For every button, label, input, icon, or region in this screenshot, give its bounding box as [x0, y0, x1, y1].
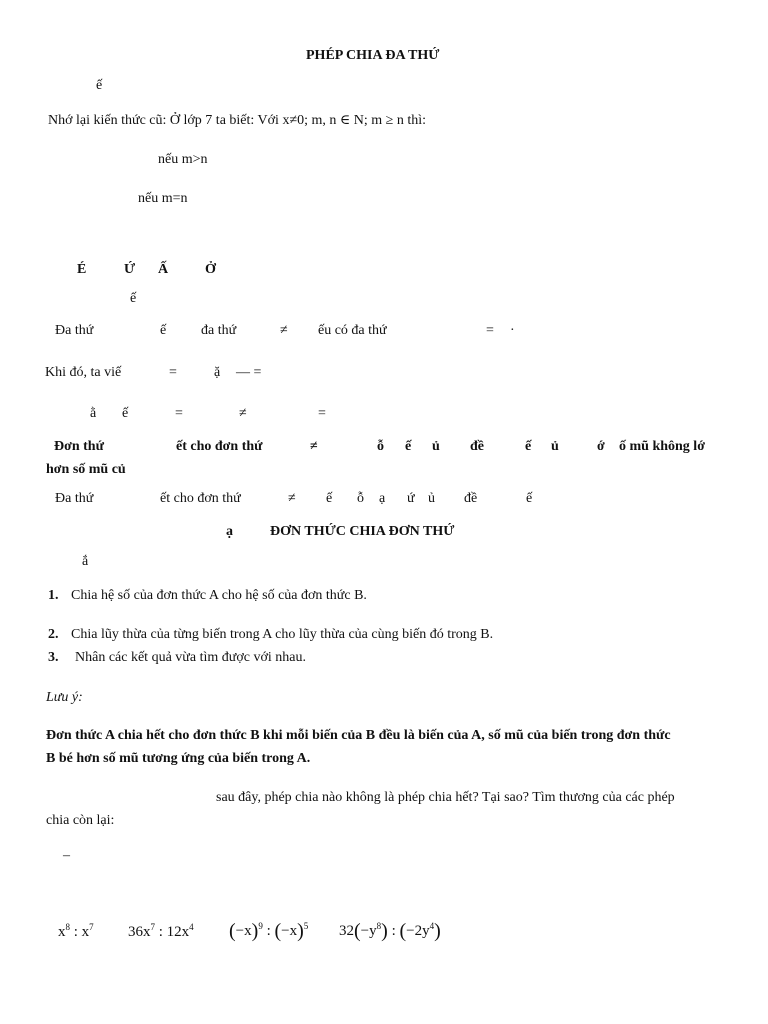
line-fragment: ố mũ không lớ [619, 439, 705, 454]
page-title: PHÉP CHIA ĐA THỨ [306, 48, 440, 63]
expr-term: x [58, 924, 66, 940]
expr-operator: : [262, 923, 275, 939]
expr-exponent: 7 [89, 922, 94, 932]
line-fragment: ớ [597, 439, 605, 454]
expr-term: −2y [406, 923, 430, 939]
line-fragment: · [510, 323, 515, 338]
heading-2-char: Ấ [158, 262, 169, 277]
line-fragment: ỗ [357, 491, 364, 506]
line-fragment: ≠ [310, 439, 318, 454]
question-text-line-1: sau đây, phép chia nào không là phép chia hết? Tại sao? Tìm thương của các phép [216, 790, 675, 805]
expression-3 [229, 917, 308, 940]
note-text-line-1: Đơn thức A chia hết cho đơn thức B khi mỗi biến của B đều là biến của A, số mũ của biến trong đơn thức [46, 728, 671, 743]
line-fragment: — = [236, 365, 262, 380]
expr-operator: : [387, 923, 400, 939]
section-title: ĐƠN THỨC CHIA ĐƠN THỨ [270, 524, 455, 539]
section-prefix: ạ [226, 524, 233, 539]
line-fragment: ế [525, 439, 532, 454]
step-text: Chia hệ số của đơn thức A cho hệ số của đơn thức B. [71, 588, 367, 603]
expr-operator: : [155, 924, 167, 940]
paren: ) [251, 920, 259, 942]
heading-2-char: Ở [205, 262, 216, 277]
note-text-line-2: B bé hơn số mũ tương ứng của biến trong A. [46, 751, 311, 766]
note-label: Lưu ý: [46, 690, 83, 705]
line-fragment: ết cho đơn thứ [160, 491, 241, 506]
line-fragment: Đa thứ [55, 323, 94, 338]
line-fragment: Đa thứ [55, 491, 94, 506]
paren: ( [399, 920, 407, 942]
question-text-line-2: chia còn lại: [46, 813, 115, 828]
expr-exponent: 7 [150, 922, 155, 932]
condition-1: nếu m>n [158, 152, 208, 167]
line-fragment: ≠ [239, 406, 247, 421]
expr-exponent: 4 [189, 922, 194, 932]
line-fragment: đề [464, 491, 478, 506]
step-number: 3. [48, 650, 59, 665]
paren: ( [229, 920, 236, 942]
line-fragment: = [486, 323, 494, 338]
expr-term: 12x [166, 924, 190, 940]
line-fragment: ế [405, 439, 412, 454]
expr-exponent: 5 [303, 921, 309, 931]
line-fragment: ủ [428, 491, 435, 506]
line-fragment: ặ [214, 365, 221, 380]
line-fragment: hơn số mũ củ [46, 462, 126, 477]
line-fragment: ủ [432, 439, 440, 454]
paren: ) [381, 920, 388, 942]
line-fragment: ếu có đa thứ [318, 323, 387, 338]
line-fragment: ế [526, 491, 533, 506]
line-fragment: ằ [90, 406, 97, 421]
expr-term: −y [360, 923, 377, 939]
line-fragment: ế [122, 406, 129, 421]
line-fragment: Đơn thứ [54, 439, 104, 454]
line-fragment: = [318, 406, 326, 421]
expr-term: −x [281, 923, 298, 939]
line-fragment: ế [326, 491, 333, 506]
text-fragment: ắ [82, 554, 89, 569]
step-number: 1. [48, 588, 59, 603]
expression-2 [128, 918, 194, 941]
text-fragment: ế [96, 78, 103, 93]
line-fragment: ết cho đơn thứ [176, 439, 263, 454]
line-fragment: = [175, 406, 183, 421]
line-fragment: ế [160, 323, 167, 338]
expr-exponent: 8 [376, 921, 382, 931]
line-fragment: đề [470, 439, 484, 454]
expression-1 [58, 918, 94, 941]
paren: ) [297, 920, 304, 942]
line-fragment: ≠ [288, 491, 296, 506]
paren: ) [434, 920, 441, 942]
text-fragment: ế [130, 291, 137, 306]
expression-4 [339, 917, 441, 940]
line-fragment: đa thứ [201, 323, 237, 338]
expr-exponent: 4 [429, 921, 435, 931]
step-number: 2. [48, 627, 59, 642]
expr-term: −x [235, 923, 252, 939]
line-fragment: ủ [551, 439, 559, 454]
expr-exponent: 9 [258, 921, 263, 931]
line-fragment: ỗ [377, 439, 384, 454]
line-fragment: Khi đó, ta viế [45, 365, 122, 380]
condition-2: nếu m=n [138, 191, 188, 206]
line-fragment: ứ [407, 491, 415, 506]
expr-term: 36x [128, 924, 151, 940]
paren: ( [354, 920, 361, 942]
paren: ( [274, 920, 282, 942]
step-text: Chia lũy thừa của từng biến trong A cho lũy thừa của cùng biến đó trong B. [71, 627, 494, 642]
expr-term: x [81, 924, 90, 940]
heading-2-char: É [77, 262, 87, 277]
dash-mark: – [63, 848, 70, 863]
expr-exponent: 8 [65, 922, 70, 932]
heading-2-char: Ứ [124, 262, 136, 277]
line-fragment: ≠ [280, 323, 288, 338]
line-fragment: = [169, 365, 177, 380]
recall-text: Nhớ lại kiến thức cũ: Ở lớp 7 ta biết: Với x≠0; m, n ∈ N; m ≥ n thì: [48, 113, 427, 128]
expr-operator: : [70, 924, 82, 940]
step-text: Nhân các kết quả vừa tìm được với nhau. [75, 650, 306, 665]
expr-term: 32 [339, 923, 354, 939]
line-fragment: ạ [379, 491, 386, 506]
